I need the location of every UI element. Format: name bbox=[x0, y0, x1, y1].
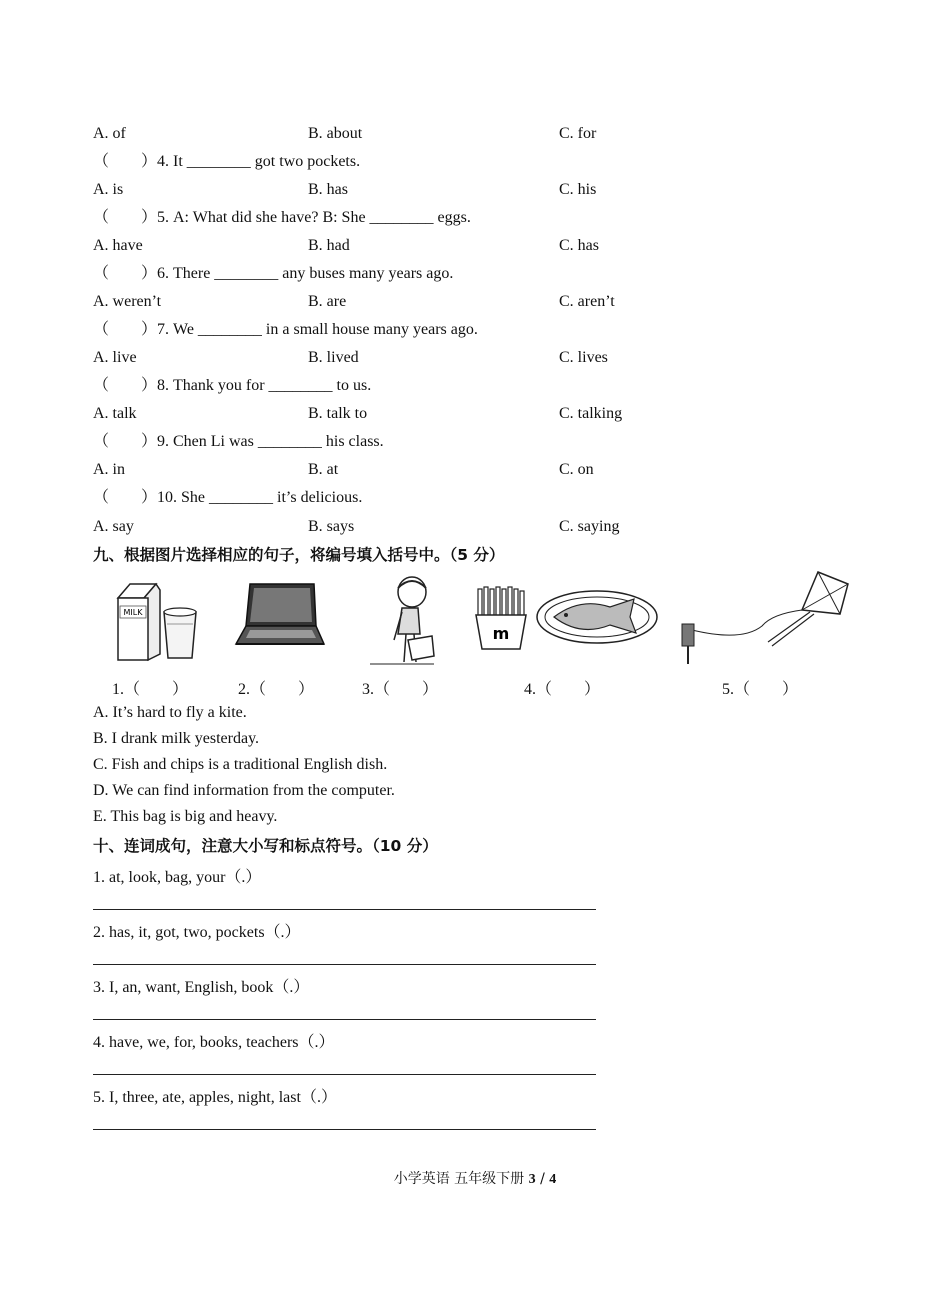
picture-label-1: 1.（ ） bbox=[112, 681, 189, 698]
reorder-item-1: 1. at, look, bag, your（.） bbox=[93, 869, 262, 886]
option-c: C. his bbox=[559, 181, 597, 198]
option-c: C. for bbox=[559, 125, 597, 142]
reorder-item-3: 3. I, an, want, English, book（.） bbox=[93, 979, 310, 996]
picture-label-4: 4.（ ） bbox=[524, 681, 601, 698]
option-a: A. in bbox=[93, 461, 125, 478]
footer-subject: 小学英语 五年级下册 bbox=[393, 1171, 529, 1187]
option-b: B. talk to bbox=[308, 405, 368, 422]
option-a: A. say bbox=[93, 518, 134, 535]
reorder-item-2: 2. has, it, got, two, pockets（.） bbox=[93, 924, 301, 941]
answer-line-3[interactable] bbox=[93, 1019, 596, 1020]
girl-bag-picture bbox=[368, 570, 438, 670]
option-c: C. talking bbox=[559, 405, 623, 422]
page-number: 3 bbox=[528, 1172, 536, 1187]
answer-line-1[interactable] bbox=[93, 909, 596, 910]
question-10: （ ）10. She ________ it’s delicious. bbox=[93, 489, 363, 506]
fish-and-chips-picture bbox=[470, 585, 660, 655]
question-4: （ ）4. It ________ got two pockets. bbox=[93, 153, 361, 170]
picture-label-3: 3.（ ） bbox=[362, 681, 439, 698]
reorder-item-5: 5. I, three, ate, apples, night, last（.） bbox=[93, 1089, 337, 1106]
option-b: B. had bbox=[308, 237, 350, 254]
question-6: （ ）6. There ________ any buses many years ago. bbox=[93, 265, 454, 282]
option-a: A. have bbox=[93, 237, 143, 254]
question-5: （ ）5. A: What did she have? B: She ________ eggs. bbox=[93, 209, 471, 226]
question-8: （ ）8. Thank you for ________ to us. bbox=[93, 377, 372, 394]
section-10-title: 十、连词成句，注意大小写和标点符号。（10 分） bbox=[93, 837, 438, 855]
sentence-b: B. I drank milk yesterday. bbox=[93, 730, 260, 747]
option-b: B. says bbox=[308, 518, 355, 535]
option-b: B. lived bbox=[308, 349, 359, 366]
option-c: C. saying bbox=[559, 518, 620, 535]
option-a: A. of bbox=[93, 125, 126, 142]
reorder-item-4: 4. have, we, for, books, teachers（.） bbox=[93, 1034, 335, 1051]
option-b: B. has bbox=[308, 181, 348, 198]
page-total: 4 bbox=[549, 1172, 557, 1187]
page-separator: / bbox=[535, 1171, 550, 1187]
option-a: A. weren’t bbox=[93, 293, 162, 310]
picture-label-2: 2.（ ） bbox=[238, 681, 315, 698]
milk-label: MILK bbox=[123, 608, 143, 617]
option-a: A. is bbox=[93, 181, 124, 198]
sentence-c: C. Fish and chips is a traditional English dish. bbox=[93, 756, 388, 773]
section-9-title: 九、根据图片选择相应的句子，将编号填入括号中。（5 分） bbox=[93, 546, 505, 564]
question-7: （ ）7. We ________ in a small house many years ago. bbox=[93, 321, 478, 338]
answer-line-2[interactable] bbox=[93, 964, 596, 965]
option-a: A. live bbox=[93, 349, 137, 366]
option-c: C. has bbox=[559, 237, 599, 254]
option-b: B. at bbox=[308, 461, 339, 478]
option-a: A. talk bbox=[93, 405, 137, 422]
picture-label-5: 5.（ ） bbox=[722, 681, 799, 698]
option-c: C. aren’t bbox=[559, 293, 615, 310]
answer-line-4[interactable] bbox=[93, 1074, 596, 1075]
milk-picture bbox=[110, 578, 198, 662]
option-c: C. lives bbox=[559, 349, 608, 366]
option-c: C. on bbox=[559, 461, 594, 478]
option-b: B. about bbox=[308, 125, 363, 142]
sentence-e: E. This bag is big and heavy. bbox=[93, 808, 278, 825]
question-9: （ ）9. Chen Li was ________ his class. bbox=[93, 433, 384, 450]
answer-line-5[interactable] bbox=[93, 1129, 596, 1130]
page-footer bbox=[0, 1168, 950, 1188]
sentence-d: D. We can find information from the computer. bbox=[93, 782, 395, 799]
kite-picture bbox=[672, 570, 852, 670]
svg-text:m: m bbox=[492, 624, 510, 643]
laptop-picture bbox=[232, 582, 326, 652]
sentence-a: A. It’s hard to fly a kite. bbox=[93, 704, 247, 721]
option-b: B. are bbox=[308, 293, 347, 310]
